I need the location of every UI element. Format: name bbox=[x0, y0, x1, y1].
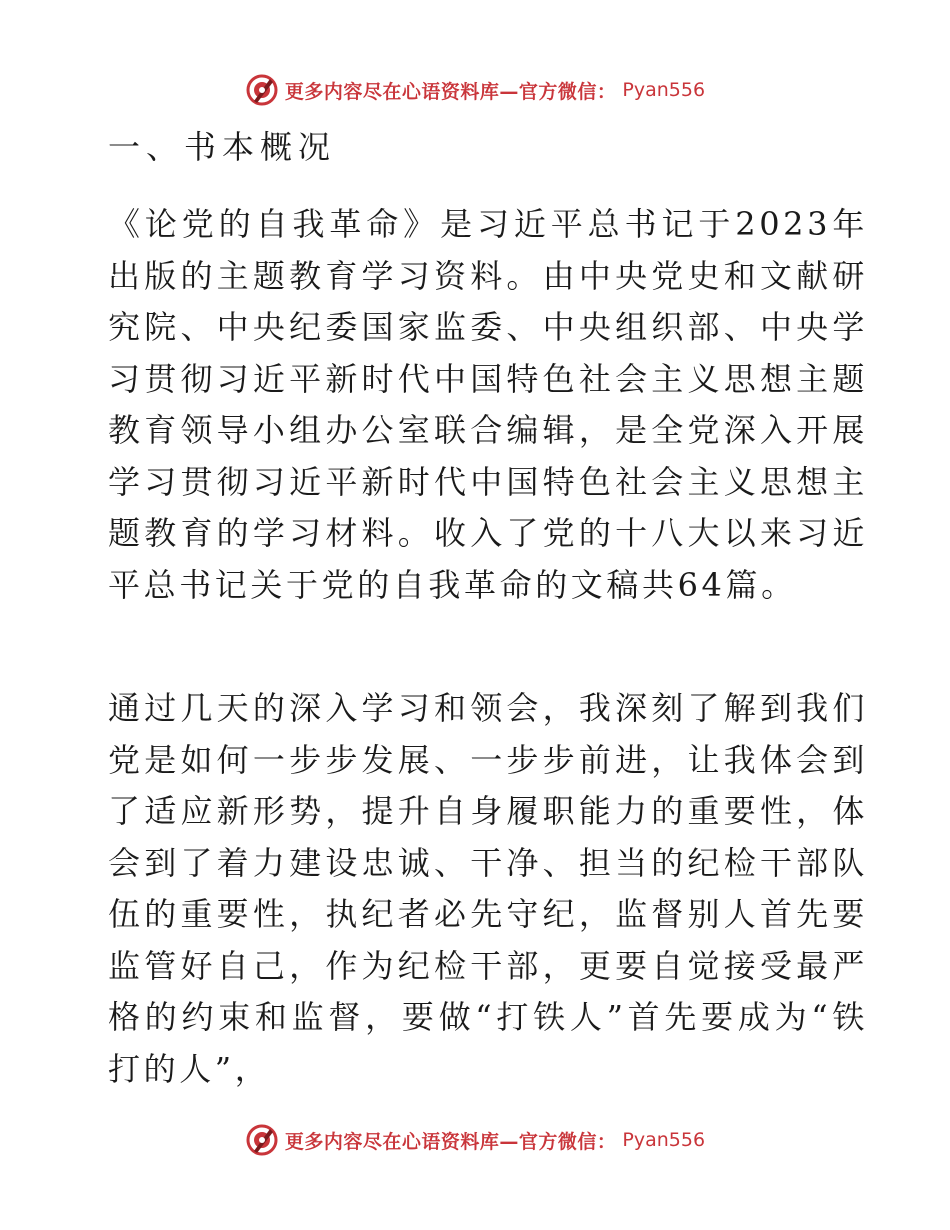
header-watermark bbox=[0, 70, 950, 110]
footer-watermark bbox=[0, 1120, 950, 1160]
pen-seal-icon bbox=[245, 73, 279, 107]
watermark-text: 更多内容尽在心语资料库—官方微信： bbox=[284, 80, 617, 103]
pen-seal-icon bbox=[245, 1123, 279, 1157]
watermark-text: 更多内容尽在心语资料库—官方微信： bbox=[284, 1130, 617, 1153]
section-title: 一、书本概况 bbox=[108, 128, 337, 166]
watermark-wechat-id: Pyan556 bbox=[622, 79, 706, 101]
paragraph-reflection: 通过几天的深入学习和领会，我深刻了解到我们党是如何一步步发展、一步步前进，让我体会到了适应新形势，提升自身履职能力的重要性，体会到了着力建设忠诚、干净、担当的纪检干部队伍的重要性，执纪者必先守纪，监督别人首先要监管好自己，作为纪检干部，更要自觉接受最严格的约束和监督，要做“打铁人”首先要成为“铁打的人”， bbox=[108, 689, 868, 1088]
watermark-wechat-id: Pyan556 bbox=[622, 1129, 706, 1151]
paragraph-book-overview: 《论党的自我革命》是习近平总书记于2023年出版的主题教育学习资料。由中央党史和文献研究院、中央纪委国家监委、中央组织部、中央学习贯彻习近平新时代中国特色社会主义思想主题教育领导小组办公室联合编辑，是全党深入开展学习贯彻习近平新时代中国特色社会主义思想主题教育的学习材料。收入了党的十八大以来习近平总书记关于党的自我革命的文稿共64篇。 bbox=[108, 205, 868, 604]
